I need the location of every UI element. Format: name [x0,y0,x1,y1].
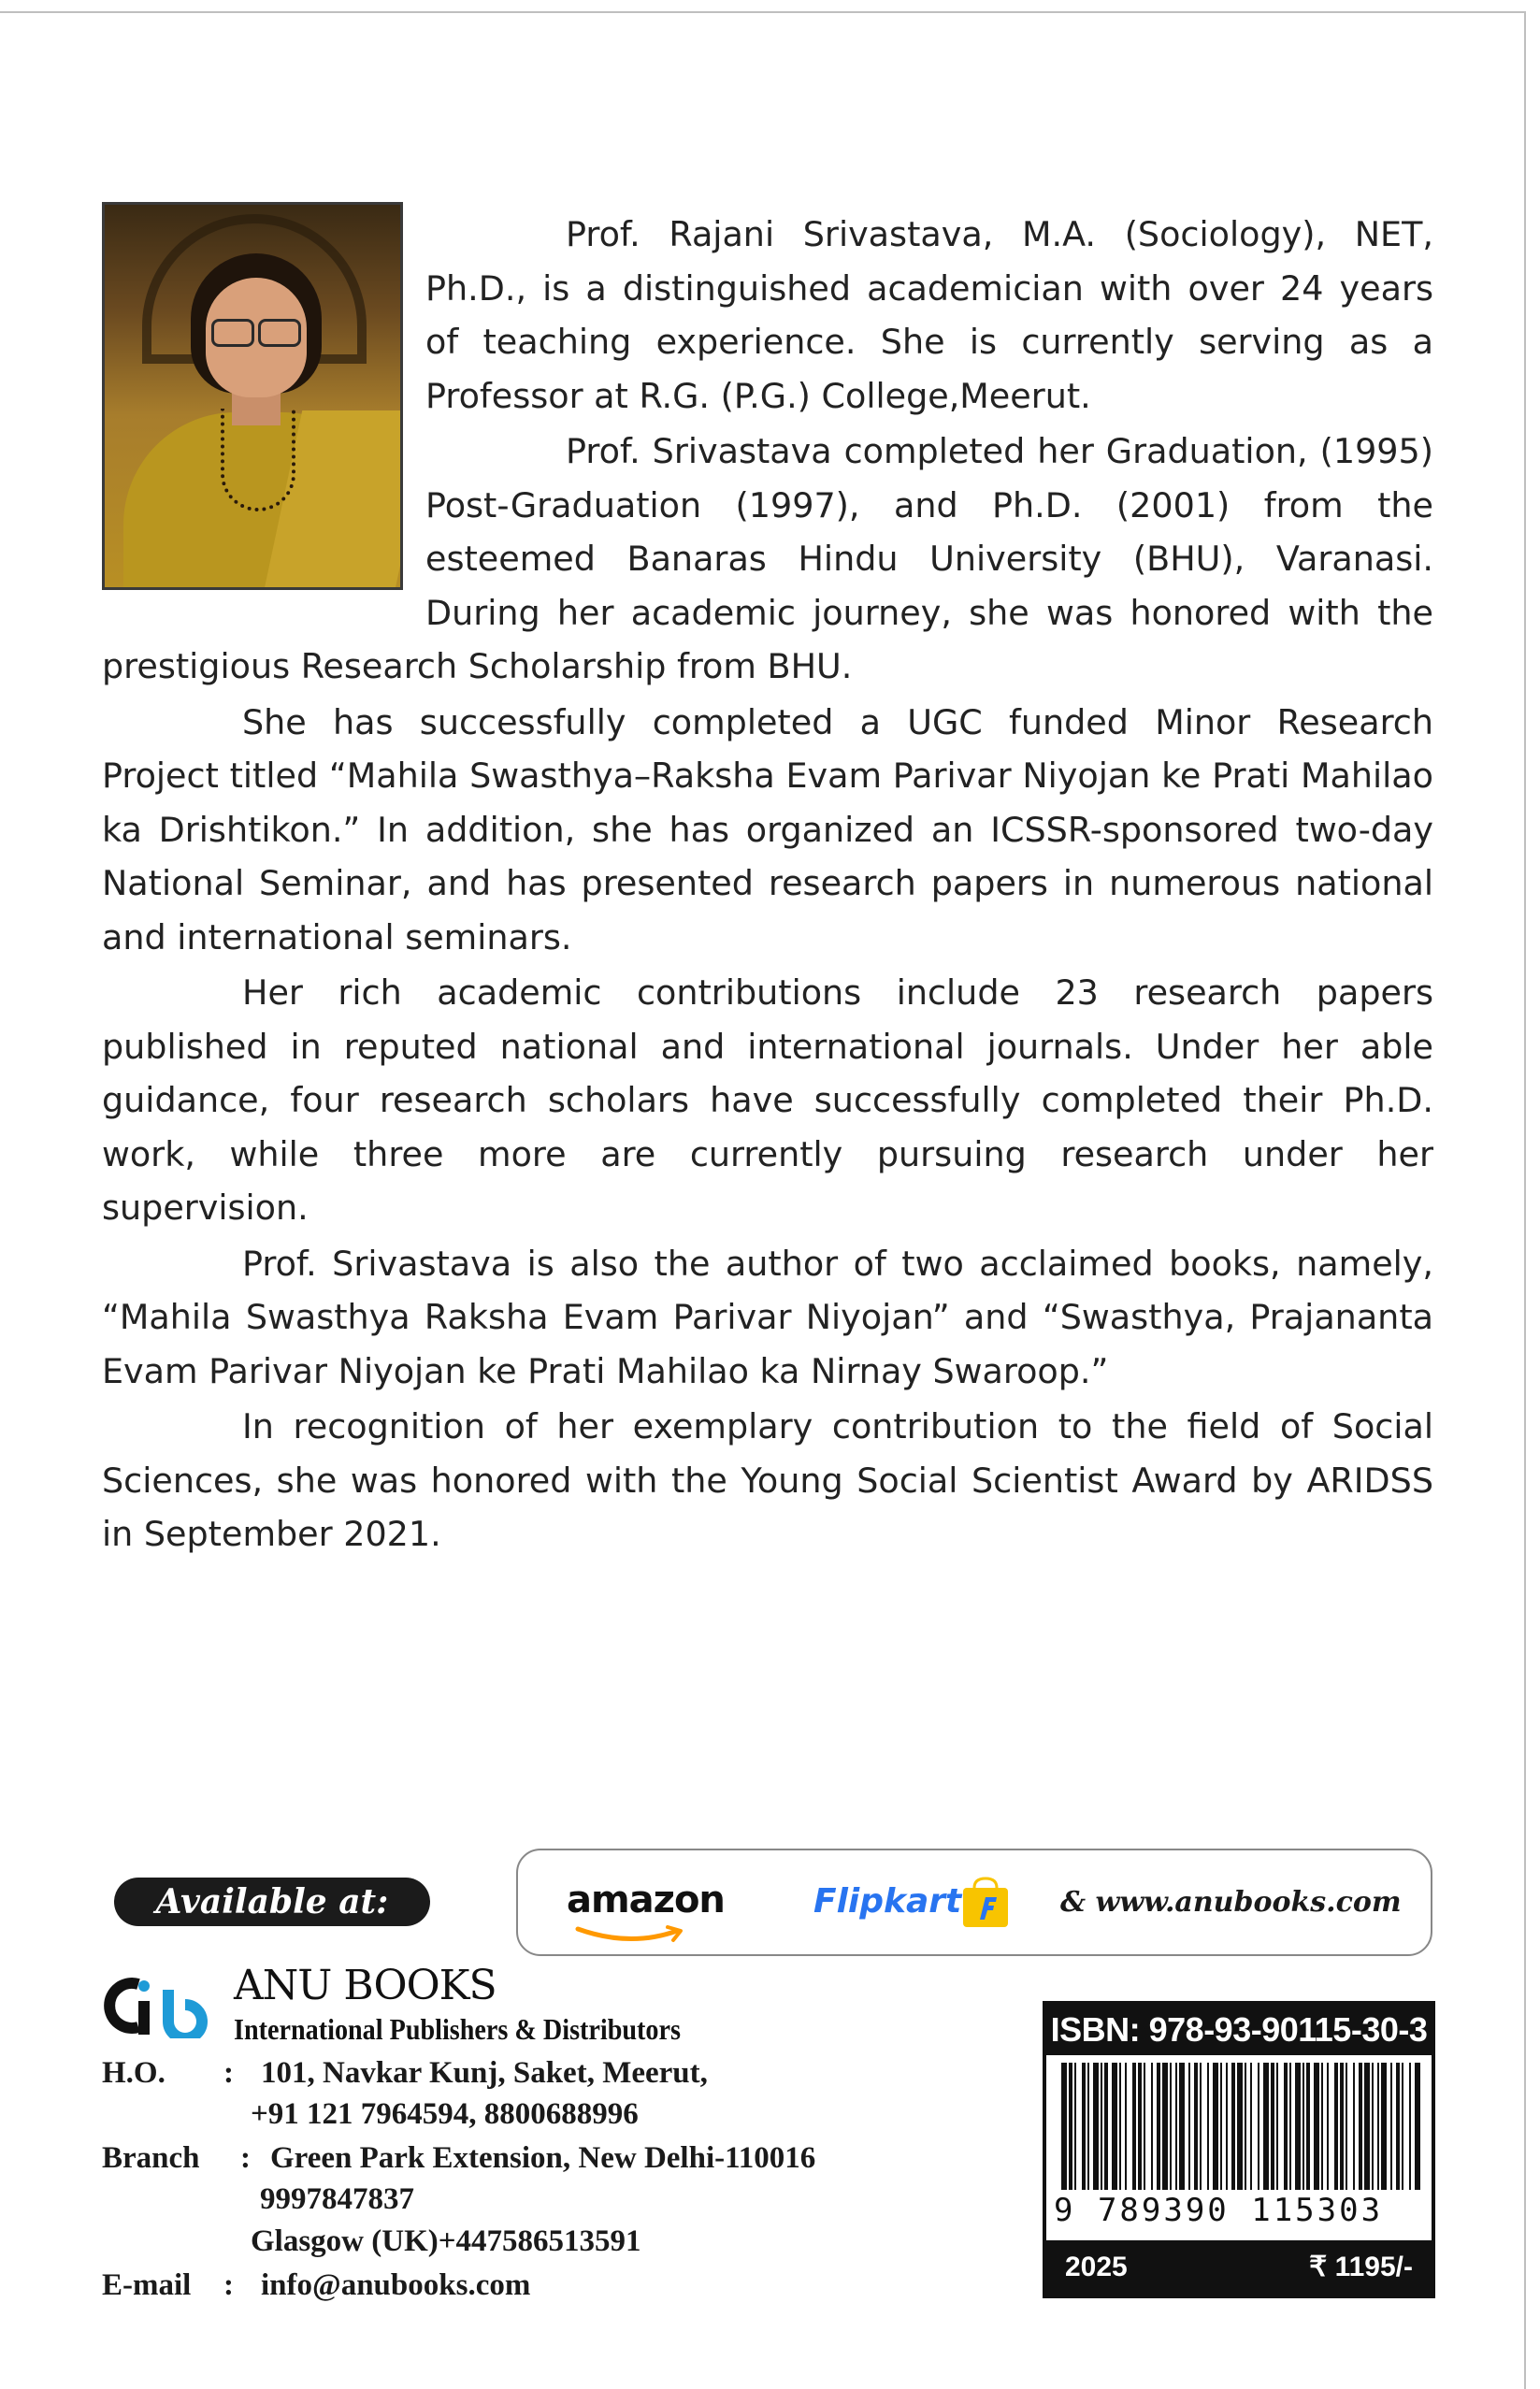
email-label: E-mail [102,2268,192,2302]
author-biography [102,208,1433,1563]
anu-books-logo-icon [101,1973,223,2038]
email-address[interactable]: info@anubooks.com [261,2268,531,2302]
amazon-smile-icon [574,1923,686,1946]
top-border-line [0,11,1524,13]
store-links-box [516,1849,1432,1956]
ho-label: H.O. [102,2056,166,2090]
branch-phone: 9997847837 [260,2182,414,2216]
glasgow-contact: Glasgow (UK)+447586513591 [251,2224,641,2258]
flipkart-wordmark[interactable]: Flipkart [813,1882,962,1921]
email-colon: : [223,2268,234,2302]
amazon-logo[interactable] [567,1878,754,1944]
email-line [102,2268,530,2303]
available-at-label: Available at: [114,1878,430,1926]
right-border-line [1524,11,1526,2389]
branch-address: Green Park Extension, New Delhi-110016 [270,2141,816,2175]
isbn-footer [1046,2240,1432,2295]
anubooks-website-link[interactable]: & www.anubooks.com [1060,1886,1402,1919]
bio-paragraph: In recognition of her exemplary contribution to the field of Social Sciences, she was honored with the Young Social Scientist Award by ARIDSS in September 2021. [102,1406,1433,1554]
bio-paragraph: Prof. Rajani Srivastava, M.A. (Sociology), NET, Ph.D., is a distinguished academician with over 24 years of teaching experience. She is currently serving as a Professor at R.G. (P.G.) College,Meerut. [425,214,1433,416]
branch-colon: : [240,2141,251,2175]
isbn-barcode-block [1043,2001,1435,2298]
isbn-number: ISBN: 978-93-90115-30-3 [1046,2005,1432,2055]
bio-paragraph: Her rich academic contributions include 23 research papers published in reputed national and international journals. Under her able guidance, four research scholars have successfully completed their Ph.D. work, while three more are currently pursuing research under her supervision. [102,972,1433,1228]
flipkart-bag-icon [959,1877,1012,1929]
ho-colon: : [223,2056,234,2090]
branch-address-line [102,2141,815,2176]
publication-year: 2025 [1065,2252,1128,2282]
publisher-tagline: International Publishers & Distributors [234,2012,681,2046]
ho-address-line [102,2056,708,2091]
branch-label: Branch [102,2141,200,2175]
ho-phone: +91 121 7964594, 8800688996 [251,2097,639,2131]
bio-paragraph: Prof. Srivastava completed her Graduation, (1995) Post-Graduation (1997), and Ph.D. (2001) from the esteemed Banaras Hindu University (BHU), Varanasi. During her academic journey, she was honored with the prestigious Research Scholarship from BHU. [102,431,1433,686]
amazon-wordmark: amazon [567,1878,725,1921]
book-price: ₹ 1195/- [1309,2252,1413,2282]
publisher-name: ANU BOOKS [234,1962,497,2009]
bio-paragraph: Prof. Srivastava is also the author of two acclaimed books, namely, “Mahila Swasthya Raksha Evam Parivar Niyojan” and “Swasthya, Prajananta Evam Parivar Niyojan ke Prati Mahilao ka Nirnay Swaroop.” [102,1243,1433,1391]
bio-paragraph: She has successfully completed a UGC funded Minor Research Project titled “Mahila Swasthya–Raksha Evam Parivar Niyojan ke Prati Mahilao ka Drishtikon.” In addition, she has organized an ICSSR-sponsored two-day National Seminar, and has presented research papers in numerous national and international seminars. [102,701,1433,957]
ho-address: 101, Navkar Kunj, Saket, Meerut, [261,2056,708,2090]
isbn-barcode-digits: 9 789390 115303 [1054,2190,1428,2231]
